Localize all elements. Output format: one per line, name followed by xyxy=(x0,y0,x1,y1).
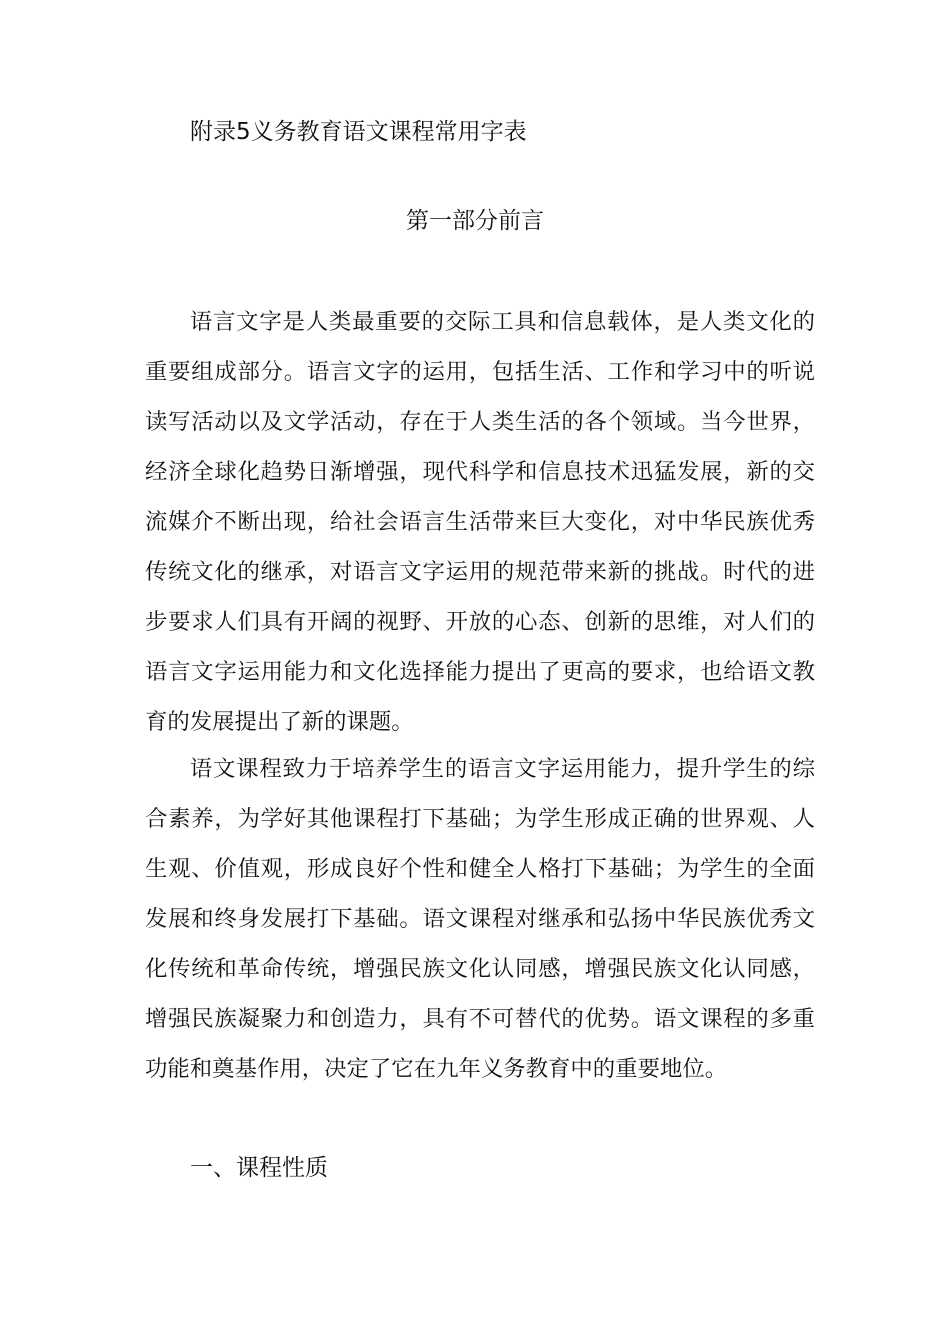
body-paragraph: 语文课程致力于培养学生的语言文字运用能力，提升学生的综合素养，为学好其他课程打下基础；为学生形成正确的世界观、人生观、价值观，形成良好个性和健全人格打下基础；为学生的全面发展和终身发展打下基础。语文课程对继承和弘扬中华民族优秀文化传统和革命传统，增强民族文化认同感，增强民族文化认同感，增强民族凝聚力和创造力，具有不可替代的优势。语文课程的多重功能和奠基作用，决定了它在九年义务教育中的重要地位。 xyxy=(145,756,815,1082)
section-heading: 一、课程性质 xyxy=(190,1155,328,1181)
part-heading: 第一部分前言 xyxy=(406,208,544,234)
appendix-title: 附录5义务教育语文课程常用字表 xyxy=(190,119,527,145)
body-paragraph: 语言文字是人类最重要的交际工具和信息载体，是人类文化的重要组成部分。语言文字的运用，包括生活、工作和学习中的听说读写活动以及文学活动，存在于人类生活的各个领域。当今世界，经济全球化趋势日渐增强，现代科学和信息技术迅猛发展，新的交流媒介不断出现，给社会语言生活带来巨大变化，对中华民族优秀传统文化的继承，对语言文字运用的规范带来新的挑战。时代的进步要求人们具有开阔的视野、开放的心态、创新的思维，对人们的语言文字运用能力和文化选择能力提出了更高的要求，也给语文教育的发展提出了新的课题。 xyxy=(145,309,815,735)
